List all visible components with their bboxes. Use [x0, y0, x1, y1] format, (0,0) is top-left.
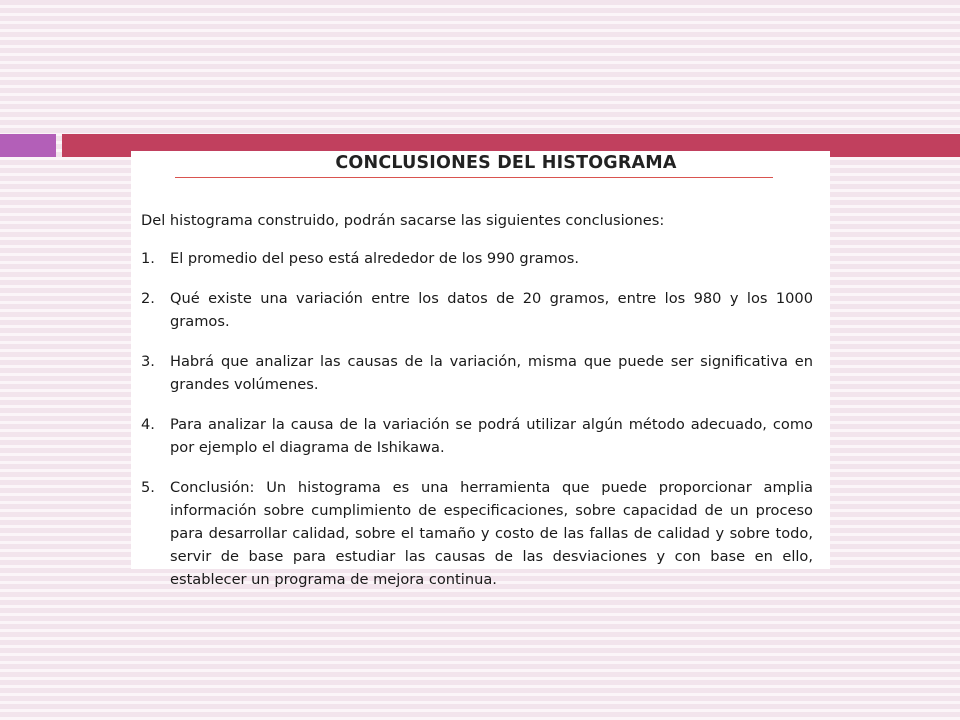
list-item	[141, 476, 813, 591]
slide-accent-left	[0, 134, 56, 157]
list-item	[141, 413, 813, 459]
list-item	[141, 247, 813, 270]
item-number: 5.	[141, 479, 155, 496]
document-image	[131, 151, 830, 588]
item-text: Para analizar la causa de la variación se podrá utilizar algún método adecuado, como por ejemplo el diagrama de Ishikawa.	[170, 416, 813, 456]
title-underline	[175, 177, 773, 178]
conclusions-list	[141, 247, 813, 608]
intro-text: Del histograma construido, podrán sacarse las siguientes conclusiones:	[141, 212, 665, 229]
item-text: Habrá que analizar las causas de la variación, misma que puede ser significativa en grandes volúmenes.	[170, 353, 813, 393]
item-number: 3.	[141, 353, 155, 370]
item-text: Conclusión: Un histograma es una herramienta que puede proporcionar amplia información sobre cumplimiento de especificaciones, sobre capacidad de un proceso para desarrollar calidad, sobre el tamaño y costo de las fallas de calidad y sobre todo, servir de base para estudiar las causas de las desviaciones y con base en ello, establecer un programa de mejora continua.	[170, 479, 813, 588]
document-title: CONCLUSIONES DEL HISTOGRAMA	[335, 153, 677, 173]
item-number: 2.	[141, 290, 155, 307]
item-number: 1.	[141, 250, 155, 267]
item-text: Qué existe una variación entre los datos de 20 gramos, entre los 980 y los 1000 gramos.	[170, 290, 813, 330]
list-item	[141, 350, 813, 396]
item-text: El promedio del peso está alrededor de los 990 gramos.	[170, 250, 580, 267]
list-item	[141, 287, 813, 333]
item-number: 4.	[141, 416, 155, 433]
